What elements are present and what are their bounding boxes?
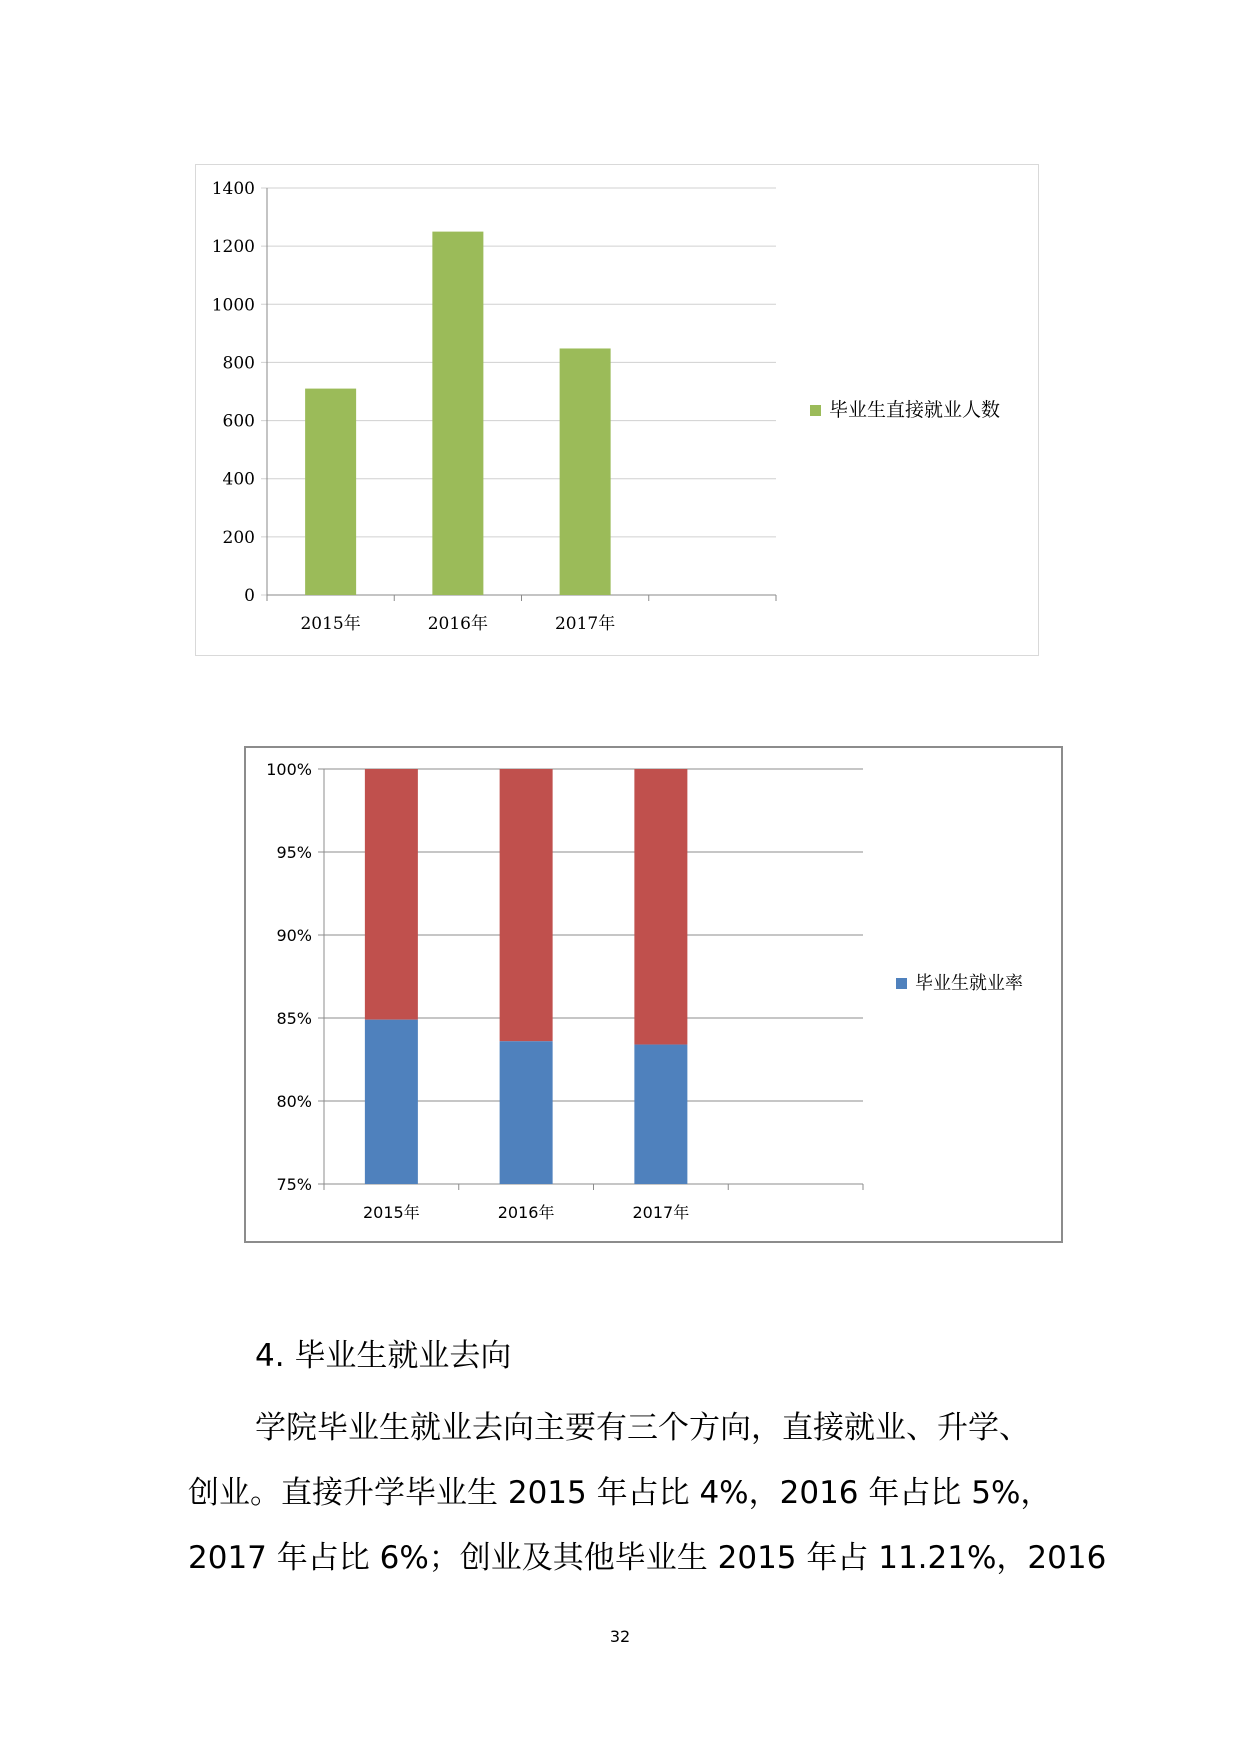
c2-x-tick-label: 2016年 [497,1203,555,1222]
c2-bar [365,769,418,1020]
c1-y-tick-label: 200 [222,527,255,548]
employment-rate-chart [244,746,1063,1243]
c1-y-tick-label: 400 [222,469,255,490]
paragraph-line: 创业。直接升学毕业生 2015 年占比 4%，2016 年占比 5%， [188,1475,1052,1511]
c1-bar [305,389,356,595]
c2-y-tick-label: 75% [276,1175,312,1194]
c1-y-tick-label: 1000 [211,295,255,316]
c1-legend-swatch [810,405,821,416]
c1-x-tick-label: 2015年 [300,614,361,634]
c2-bar [500,1041,553,1184]
c1-bar [560,348,611,595]
c1-y-tick-label: 1400 [211,179,255,199]
c1-y-tick-label: 800 [222,353,255,374]
c1-y-tick-label: 600 [222,411,255,432]
c1-y-tick-label: 0 [244,586,255,606]
body-paragraph [188,1396,1107,1591]
section-number: 4. [255,1338,285,1374]
c2-y-tick-label: 85% [276,1009,312,1028]
c1-legend-label: 毕业生直接就业人数 [829,399,1001,421]
c2-bar [365,1020,418,1184]
employment-count-chart-svg [196,165,1038,655]
section-heading [255,1330,511,1375]
paragraph-line: 2017 年占比 6%；创业及其他毕业生 2015 年占 11.21%，2016 [188,1540,1107,1576]
c2-bar [634,769,687,1045]
c2-bar [500,769,553,1041]
c2-legend-label: 毕业生就业率 [915,973,1023,994]
c2-bar [634,1045,687,1184]
page-number: 32 [609,1627,631,1646]
c2-y-tick-label: 100% [266,760,312,779]
c2-legend-swatch [896,978,907,989]
c2-x-tick-label: 2015年 [363,1203,420,1222]
c2-y-tick-label: 90% [276,926,312,945]
employment-rate-chart-svg [246,748,1061,1241]
paragraph-line: 学院毕业生就业去向主要有三个方向，直接就业、升学、 [255,1410,1030,1446]
employment-count-chart [195,164,1039,656]
c2-y-tick-label: 80% [276,1092,312,1111]
c1-x-tick-label: 2016年 [427,614,489,634]
c1-x-tick-label: 2017年 [554,614,616,634]
c1-bar [432,232,483,595]
section-title: 毕业生就业去向 [294,1338,512,1374]
c2-y-tick-label: 95% [276,843,312,862]
c2-x-tick-label: 2017年 [632,1203,690,1222]
c1-y-tick-label: 1200 [211,237,255,258]
